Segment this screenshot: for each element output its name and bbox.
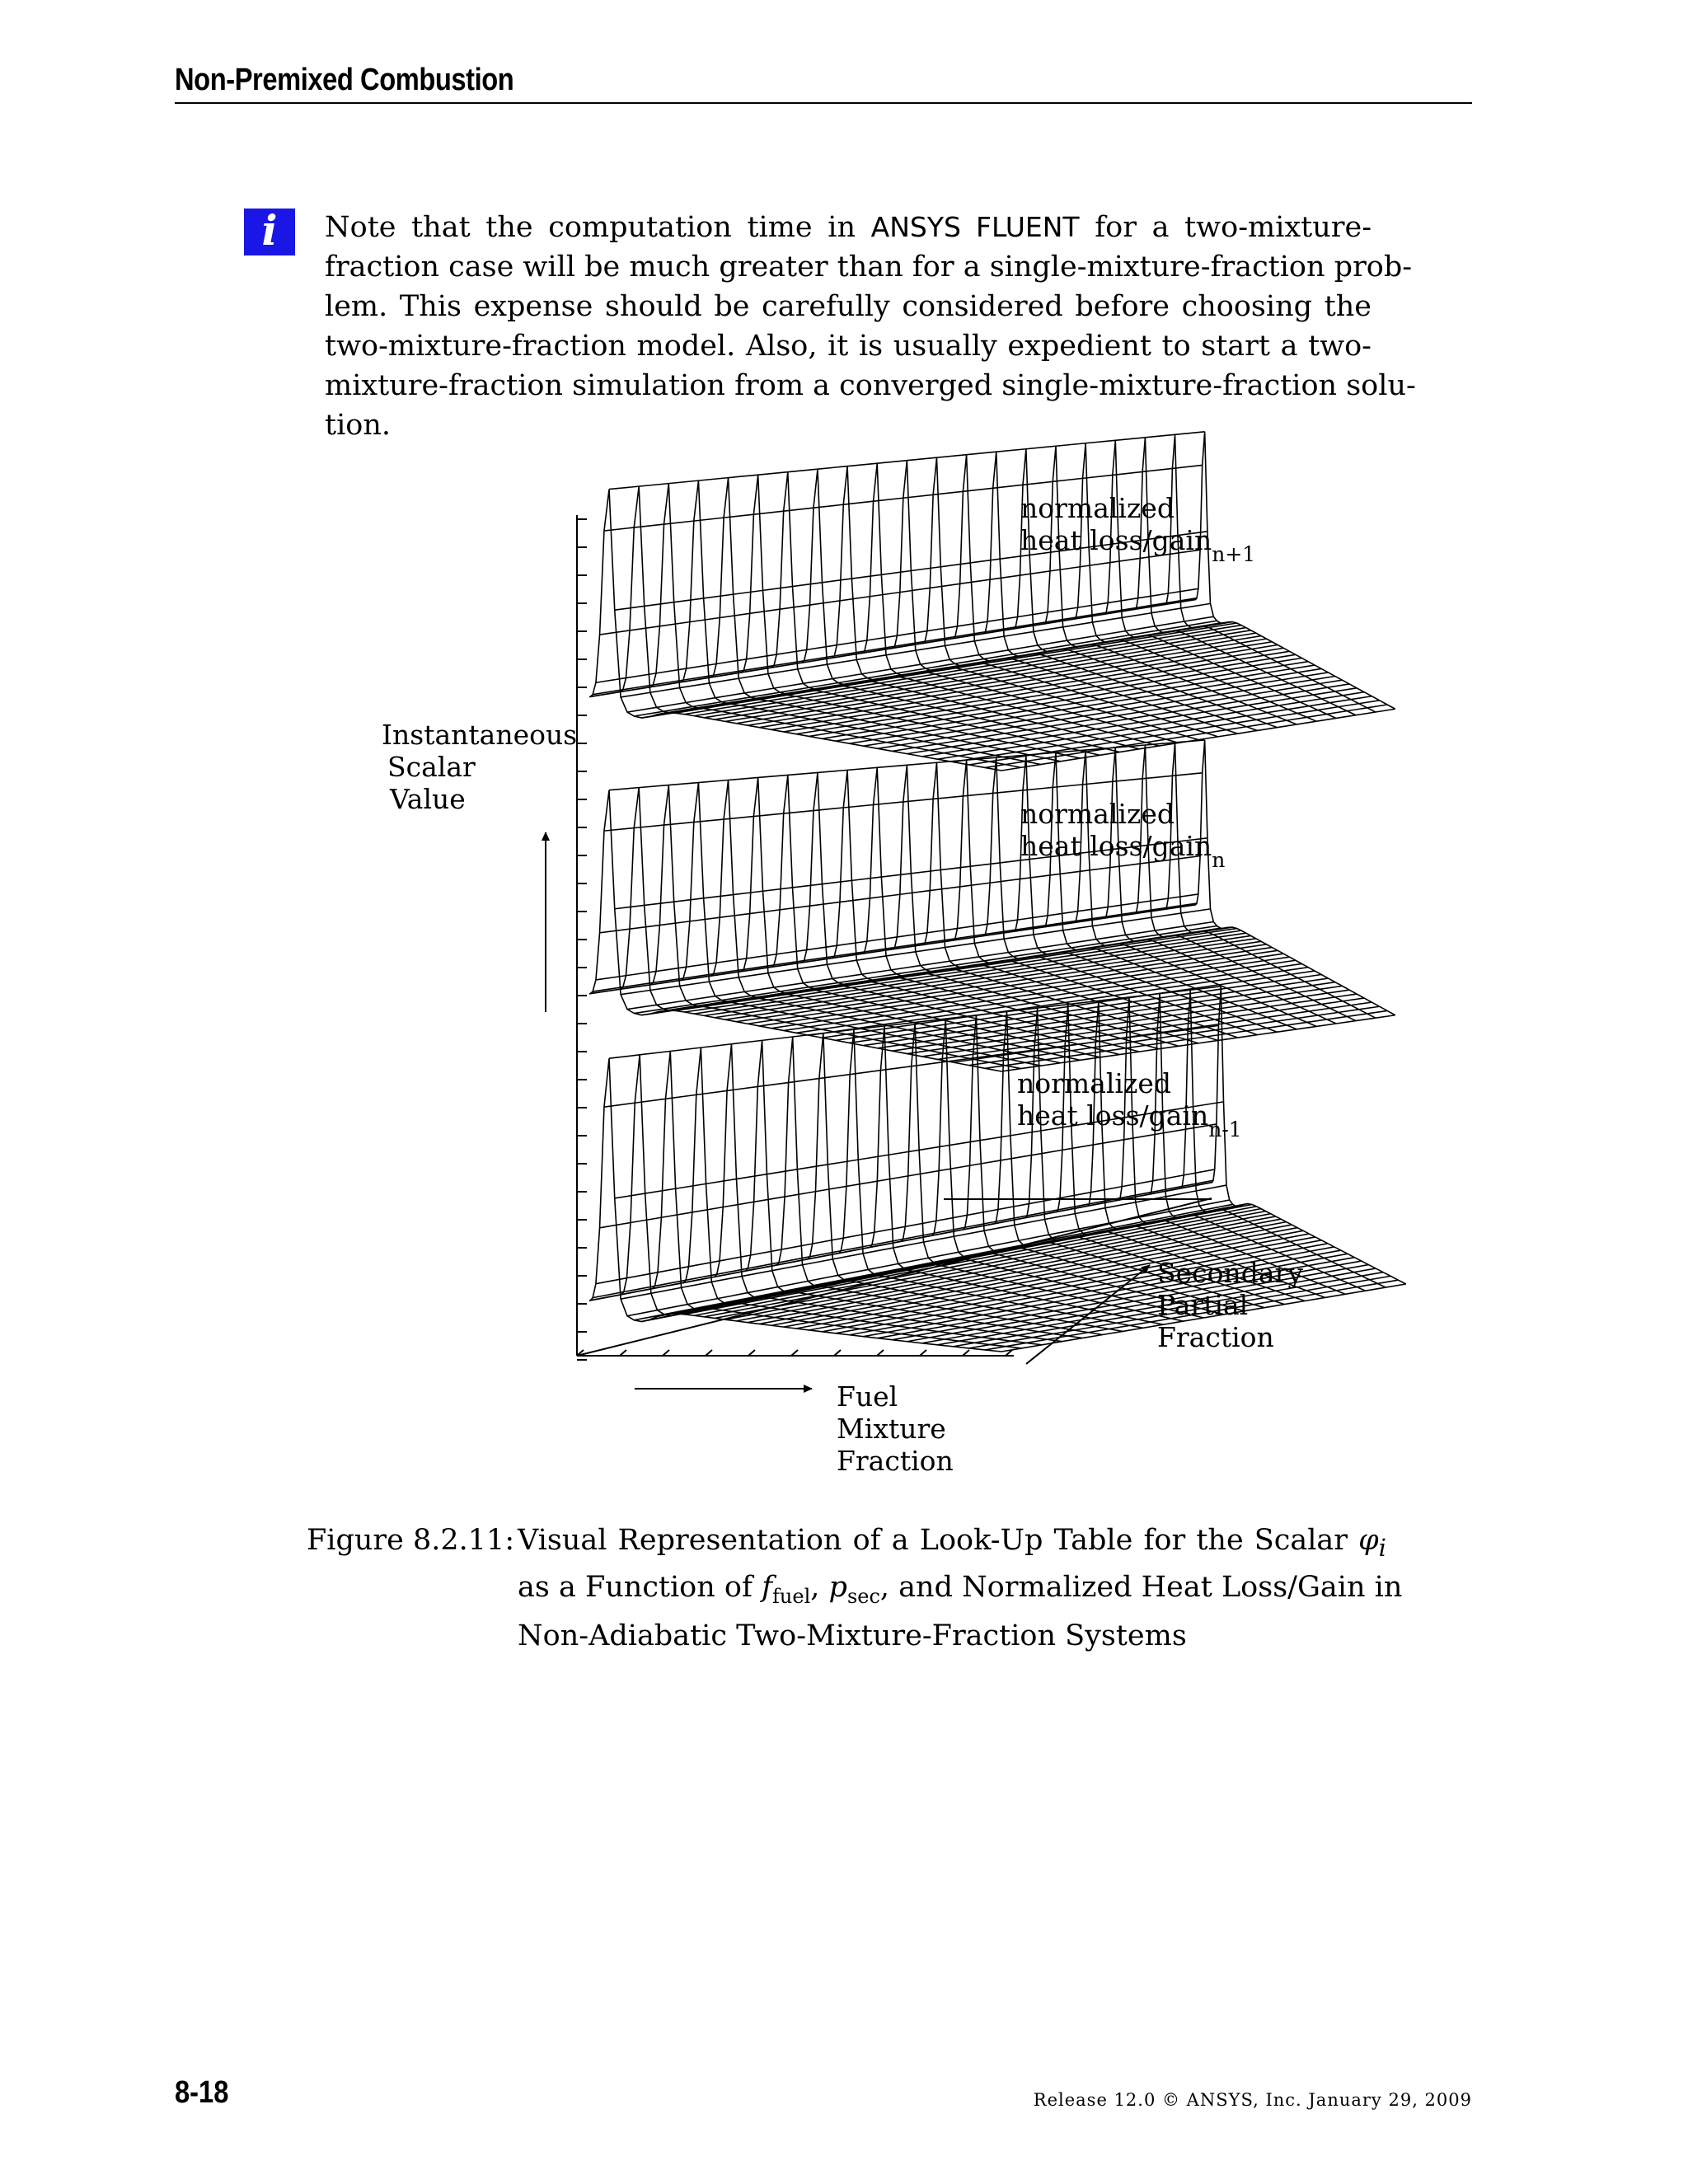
x-axis-label-line: Mixture bbox=[837, 1413, 946, 1445]
fuel-axis-tick bbox=[920, 1350, 926, 1356]
note-line: tion. bbox=[325, 409, 391, 442]
release-info: Release 12.0 © ANSYS, Inc. January 29, 2009 bbox=[1033, 2090, 1472, 2110]
running-head: Non-Premixed Combustion bbox=[175, 63, 514, 97]
fuel-axis-tick bbox=[706, 1350, 712, 1356]
y-axis-label-line: Instantaneous bbox=[382, 719, 578, 751]
surface-2-grid-line bbox=[1118, 997, 1345, 1294]
figure-number: Figure 8.2.11: bbox=[307, 1524, 515, 1557]
note-line: two-mixture-fraction model. Also, it is usually expedient to start a two- bbox=[325, 330, 1372, 363]
surface-label-bottom-line2: heat loss/gain$_{n-1}$ bbox=[1017, 1099, 1242, 1141]
surface-label-middle-line2: heat loss/gain$_n$ bbox=[1020, 830, 1226, 872]
x-axis-label-line: Fuel bbox=[837, 1380, 898, 1413]
y-axis-label-line: Value bbox=[390, 783, 466, 815]
surface-0-grid-line bbox=[1195, 432, 1395, 709]
fuel-axis-tick bbox=[748, 1350, 755, 1356]
note-line: lem. This expense should be carefully considered before choosing the bbox=[325, 290, 1372, 323]
info-icon: i bbox=[244, 209, 295, 255]
caption-body bbox=[518, 1521, 1403, 1656]
fuel-axis-tick bbox=[663, 1350, 669, 1356]
caption-line: as a Function of $f_{fuel}$, $p_{sec}$, and Normalized Heat Loss/Gain in bbox=[518, 1571, 1403, 1608]
fuel-axis-tick bbox=[963, 1350, 969, 1356]
fuel-axis-tick bbox=[834, 1350, 841, 1356]
surface-1-grid-line bbox=[1165, 743, 1376, 1018]
surface-2-grid-line bbox=[682, 1047, 1062, 1342]
product-name: ANSYS FLUENT bbox=[870, 211, 1080, 243]
secondary-direction-arrow bbox=[1026, 1265, 1150, 1364]
surface-0-grid-line bbox=[1043, 446, 1296, 724]
caption-line: Non-Adiabatic Two-Mixture-Fraction Systems bbox=[518, 1619, 1187, 1652]
z-axis-label-line: Fraction bbox=[1157, 1321, 1274, 1353]
surface-label-top-line2: heat loss/gain$_{n+1}$ bbox=[1020, 524, 1256, 566]
note-line: fraction case will be much greater than for a single-mixture-fraction prob- bbox=[325, 251, 1413, 284]
fuel-axis-tick bbox=[620, 1350, 626, 1356]
note-line: Note that the computation time in ANSYS FLUENT for a two-mixture- bbox=[325, 211, 1372, 244]
surface-label-bottom-line1: normalized bbox=[1017, 1067, 1172, 1099]
surfaces-group bbox=[589, 432, 1406, 1352]
page-number: 8-18 bbox=[175, 2075, 229, 2110]
fuel-axis-tick bbox=[877, 1350, 884, 1356]
z-axis-label-line: Secondary bbox=[1157, 1257, 1303, 1289]
fuel-axis-tick bbox=[791, 1350, 798, 1356]
surface-label-top-line1: normalized bbox=[1020, 492, 1175, 524]
caption-line: Visual Representation of a Look-Up Table for the Scalar $\varphi_i$ bbox=[518, 1524, 1386, 1562]
x-axis-label-line: Fraction bbox=[837, 1445, 954, 1477]
surface-label-middle-line1: normalized bbox=[1020, 798, 1175, 830]
surface-2-grid-line bbox=[621, 1055, 1022, 1348]
note-line: mixture-fraction simulation from a converged single-mixture-fraction solu- bbox=[325, 369, 1416, 402]
y-axis-label-line: Scalar bbox=[387, 751, 476, 783]
z-axis-label-line: Partial bbox=[1157, 1289, 1249, 1321]
